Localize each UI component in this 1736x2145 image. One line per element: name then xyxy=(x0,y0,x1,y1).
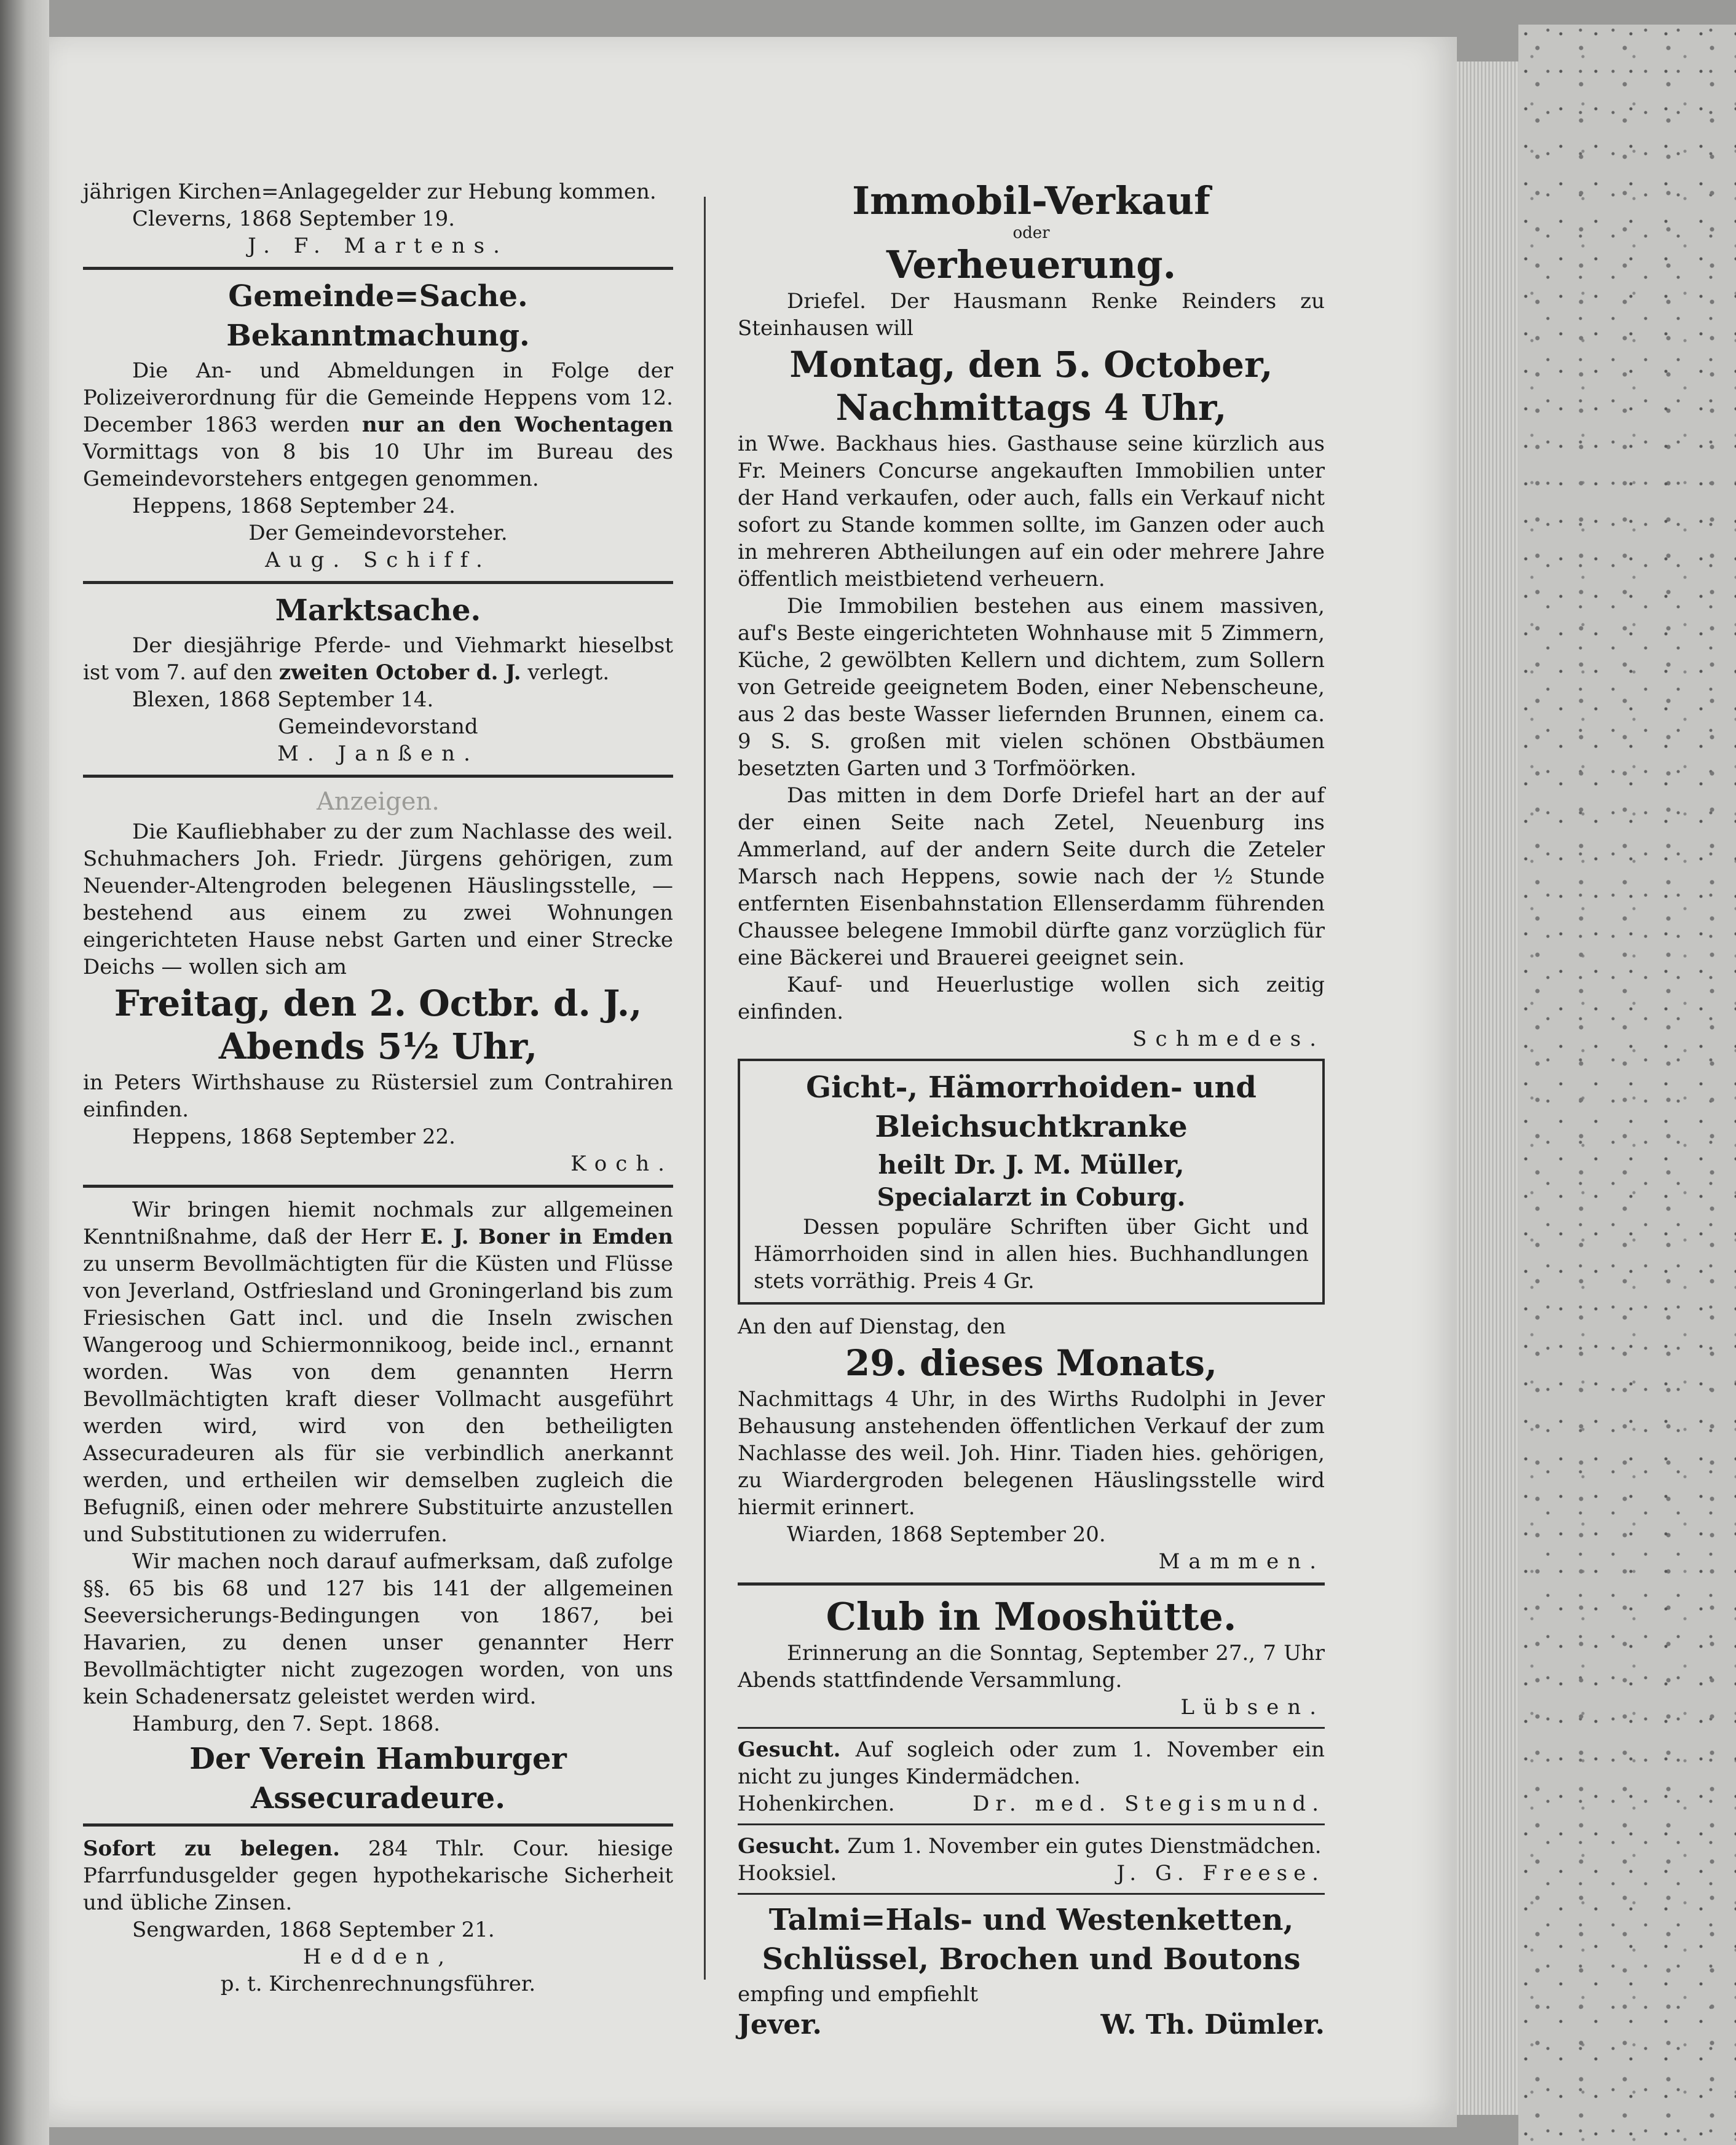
signature: Dr. med. Stegismund. xyxy=(973,1791,1325,1816)
body-emphasis: Sofort zu belegen. xyxy=(83,1836,340,1861)
body-text: zu unserm Bevollmächtigten für die Küsten und Flüsse von Jeverland, Ostfriesland und Groningerland bis zum Friesischen Gatt incl. und die Inseln zwischen Wangeroog und Schiermonnikoog, beide incl., ernannt worden. Was von dem genannten Herrn Bevollmächtigten kraft dieser Vollmacht ausgeführt werden wird, wird von den betheiligten Assecuradeuren als für sie verbindlich anerkannt werden, und ertheilen wir demselben zugleich die Befugniß, einen oder mehrere Substituirte anzustellen und Substitutionen zu widerrufen. xyxy=(83,1252,673,1547)
place: Hooksiel. xyxy=(738,1861,837,1886)
signatory-role: Der Gemeindevorsteher. xyxy=(248,521,508,545)
body-emphasis: zweiten October d. J. xyxy=(278,660,521,685)
notice-body xyxy=(738,1833,1325,1860)
separator-rule xyxy=(83,1185,673,1188)
notice-body: Das mitten in dem Dorfe Driefel hart an der auf der einen Seite nach Zetel, Neuenburg ins Ammerland, auf der andern Seite durch die Zeteler Marsch nach Heppens, sowie nach der ½ Stunde entfernten Eisenbahnstation Ellenserdamm führenden Chaussee belegene Immobil dürfte ganz vorzüglich für eine Bäckerei und Brauerei geeignet sein. xyxy=(738,783,1325,970)
notice-title: Immobil-Verkauf xyxy=(852,178,1210,223)
signature: Hedden, xyxy=(302,1945,454,1969)
place-date: Wiarden, 1868 September 20. xyxy=(787,1522,1106,1547)
notice-gesucht-kindermaedchen xyxy=(738,1736,1325,1817)
separator-rule xyxy=(83,1823,673,1827)
advert-gicht-box xyxy=(738,1059,1325,1305)
body-emphasis: nur an den Wochentagen xyxy=(361,413,674,437)
body-text: Auf sogleich oder zum 1. November ein nicht zu junges Kindermädchen. xyxy=(738,1737,1325,1789)
notice-title: Club in Mooshütte. xyxy=(826,1594,1237,1639)
notice-body xyxy=(83,1835,673,1916)
book-spine-gutter xyxy=(0,0,49,2145)
body-text: Zum 1. November ein gutes Dienstmädchen. xyxy=(847,1834,1322,1859)
notice-body-end: in Peters Wirthshause zu Rüstersiel zum Contrahiren einfinden. xyxy=(83,1070,673,1122)
signature: Koch. xyxy=(570,1152,673,1176)
book-cover xyxy=(1518,25,1736,2145)
advert-body: Dessen populäre Schriften über Gicht und Hämorrhoiden sind in allen hies. Buchhandlungen stets vorräthig. Preis 4 Gr. xyxy=(754,1215,1309,1294)
notice-haeuslingsstelle xyxy=(83,786,673,1177)
place-date: Blexen, 1868 September 14. xyxy=(132,687,434,712)
body-emphasis: Gesucht. xyxy=(738,1737,841,1762)
place-date: Cleverns, 1868 September 19. xyxy=(132,207,456,231)
notice-body: Kauf- und Heuerlustige wollen sich zeitig einfinden. xyxy=(738,973,1325,1024)
left-column xyxy=(83,178,673,1997)
body-emphasis: E. J. Boner in Emden xyxy=(420,1225,673,1249)
notice-club-mooshuette xyxy=(738,1594,1325,1721)
separator-rule xyxy=(83,581,673,584)
signature: J. G. Freese. xyxy=(1116,1861,1325,1886)
body-text: Die An- und Abmeldungen in Folge der Polizeiverordnung für die Gemeinde Heppens vom 12. December 1863 werden xyxy=(83,358,673,437)
notice-marktsache xyxy=(83,593,673,767)
notice-body: Erinnerung an die Sonntag, September 27., 7 Uhr Abends stattfindende Versammlung. xyxy=(738,1641,1325,1693)
separator-rule xyxy=(83,267,673,270)
signature: Aug. Schiff. xyxy=(265,548,491,572)
notice-text: jährigen Kirchen=Anlagegelder zur Hebung kommen. xyxy=(83,180,657,204)
notice-body: Die Immobilien bestehen aus einem massiven, auf's Beste eingerichteten Wohnhause mit 5 Zimmern, Küche, 2 gewölbten Kellern und dichtem, zum Sollern von Getreide geeignetem Boden, einer Nebenscheune, aus 2 das beste Wasser liefernden Brunnen, einem ca. 9 S. S. großen mit vielen schönen Obstbäumen besetzten Garten und 3 Torfmöörken. xyxy=(738,594,1325,781)
notice-heading: Marktsache. xyxy=(275,593,481,628)
place-date: Sengwarden, 1868 September 21. xyxy=(132,1918,495,1942)
notice-immobil-verkauf xyxy=(738,178,1325,1053)
signature: Der Verein Hamburger xyxy=(189,1742,567,1776)
advert-body: empfing und empfiehlt xyxy=(738,1982,978,2007)
signatory-role: p. t. Kirchenrechnungsführer. xyxy=(220,1972,536,1996)
advert-title: Gicht-, Hämorrhoiden- und xyxy=(806,1070,1257,1105)
place-date: Hamburg, den 7. Sept. 1868. xyxy=(132,1712,441,1736)
separator-rule xyxy=(738,1582,1325,1586)
separator-rule xyxy=(738,1727,1325,1729)
place: Hohenkirchen. xyxy=(738,1791,895,1816)
page-edges xyxy=(1457,61,1518,2115)
faded-heading: Anzeigen. xyxy=(317,788,440,816)
notice-intro: Driefel. Der Hausmann Renke Reinders zu Steinhausen will xyxy=(738,289,1325,341)
notice-dienstag-verkauf xyxy=(738,1313,1325,1575)
body-text: verlegt. xyxy=(527,660,610,685)
notice-body xyxy=(738,1736,1325,1790)
notice-body: Die Kaufliebhaber zu der zum Nachlasse des weil. Schuhmachers Joh. Friedr. Jürgens gehörigen, zum Neuender-Altengroden belegenen Häuslingsstelle, — bestehend aus einem zu zwei Wohnungen eingerichteten Hause nebst Garten und einer Strecke Deichs — wollen sich am xyxy=(83,820,673,979)
notice-subheading: Bekanntmachung. xyxy=(226,318,530,353)
signatory-role: Gemeindevorstand xyxy=(278,714,478,739)
notice-assecuradeure xyxy=(83,1196,673,1816)
notice-body xyxy=(83,632,673,686)
place: Jever. xyxy=(738,2009,822,2040)
body-text: Vormittags von 8 bis 10 Uhr im Bureau des Gemeindevorstehers entgegen genommen. xyxy=(83,440,673,491)
place-date: Heppens, 1868 September 24. xyxy=(132,494,456,518)
notice-sofort-zu-belegen xyxy=(83,1835,673,1997)
signature: Assecuradeure. xyxy=(251,1781,505,1815)
notice-body xyxy=(83,357,673,492)
notice-title-connector: oder xyxy=(1012,224,1050,242)
event-time: Abends 5½ Uhr, xyxy=(218,1025,538,1067)
separator-rule xyxy=(83,775,673,778)
body-text: 284 Thlr. Cour. hiesige Pfarrfundusgelder gegen hypothekarische Sicherheit und übliche Zinsen. xyxy=(83,1836,673,1915)
event-date: 29. dieses Monats, xyxy=(845,1342,1218,1384)
body-text: Wir bringen hiemit nochmals zur allgemeinen Kenntnißnahme, daß der Herr xyxy=(83,1198,673,1249)
notice-body: Nachmittags 4 Uhr, in des Wirths Rudolphi in Jever Behausung anstehenden öffentlichen Verkauf der zum Nachlasse des weil. Joh. Hinr. Tiaden hies. gehörigen, zu Wiardergroden belegenen Häuslingsstelle wird hiermit erinnert. xyxy=(738,1387,1325,1520)
advert-talmi xyxy=(738,1902,1325,2042)
notice-kirchen-anlagegelder xyxy=(83,178,673,259)
notice-gemeinde-sache xyxy=(83,278,673,574)
place-signature-row xyxy=(738,2008,1325,2042)
advert-doctor: heilt Dr. J. M. Müller, xyxy=(878,1150,1185,1180)
notice-intro: An den auf Dienstag, den xyxy=(738,1314,1006,1339)
notice-heading: Gemeinde=Sache. xyxy=(228,279,528,314)
signature: M. Janßen. xyxy=(277,741,479,766)
notice-body xyxy=(83,1196,673,1548)
notice-gesucht-dienstmaedchen xyxy=(738,1833,1325,1887)
advert-title: Schlüssel, Brochen und Boutons xyxy=(762,1942,1301,1977)
event-date: Montag, den 5. October, xyxy=(789,344,1273,385)
signature: Mammen. xyxy=(1158,1549,1325,1574)
advert-doctor-title: Specialarzt in Coburg. xyxy=(877,1183,1186,1212)
separator-rule xyxy=(738,1893,1325,1895)
right-column xyxy=(738,178,1325,2042)
place-signature-row xyxy=(738,1860,1325,1887)
notice-title: Verheuerung. xyxy=(886,242,1177,287)
notice-body: Wir machen noch darauf aufmerksam, daß zufolge §§. 65 bis 68 und 127 bis 141 der allgemeinen Seeversicherungs-Bedingungen von 1867, bei Havarien, zu denen unser genannter Herr Bevollmächtigter nicht zugezogen worden, von uns kein Schadenersatz geleistet werden wird. xyxy=(83,1549,673,1709)
place-date: Heppens, 1868 September 22. xyxy=(132,1124,456,1149)
notice-body: in Wwe. Backhaus hies. Gasthause seine kürzlich aus Fr. Meiners Concurse angekauften Immobilien unter der Hand verkaufen, oder auch, falls ein Verkauf nicht sofort zu Stande kommen sollte, im Ganzen oder auch in mehreren Abtheilungen auf ein oder mehrere Jahre öffentlich meistbietend verheuern. xyxy=(738,432,1325,591)
signature: Schmedes. xyxy=(1132,1027,1325,1051)
signature: Lübsen. xyxy=(1180,1695,1325,1720)
place-signature-row xyxy=(738,1790,1325,1817)
advert-title: Bleichsuchtkranke xyxy=(875,1110,1188,1144)
column-divider xyxy=(704,197,706,1980)
body-emphasis: Gesucht. xyxy=(738,1834,841,1859)
advert-title: Talmi=Hals- und Westenketten, xyxy=(768,1903,1294,1937)
separator-rule xyxy=(738,1823,1325,1825)
event-date: Freitag, den 2. Octbr. d. J., xyxy=(114,982,642,1024)
event-time: Nachmittags 4 Uhr, xyxy=(835,387,1227,429)
signature: J. F. Martens. xyxy=(248,234,508,258)
body-text: Der diesjährige Pferde- und Viehmarkt hieselbst ist vom 7. auf den xyxy=(83,633,673,685)
signature: W. Th. Dümler. xyxy=(1100,2009,1325,2040)
